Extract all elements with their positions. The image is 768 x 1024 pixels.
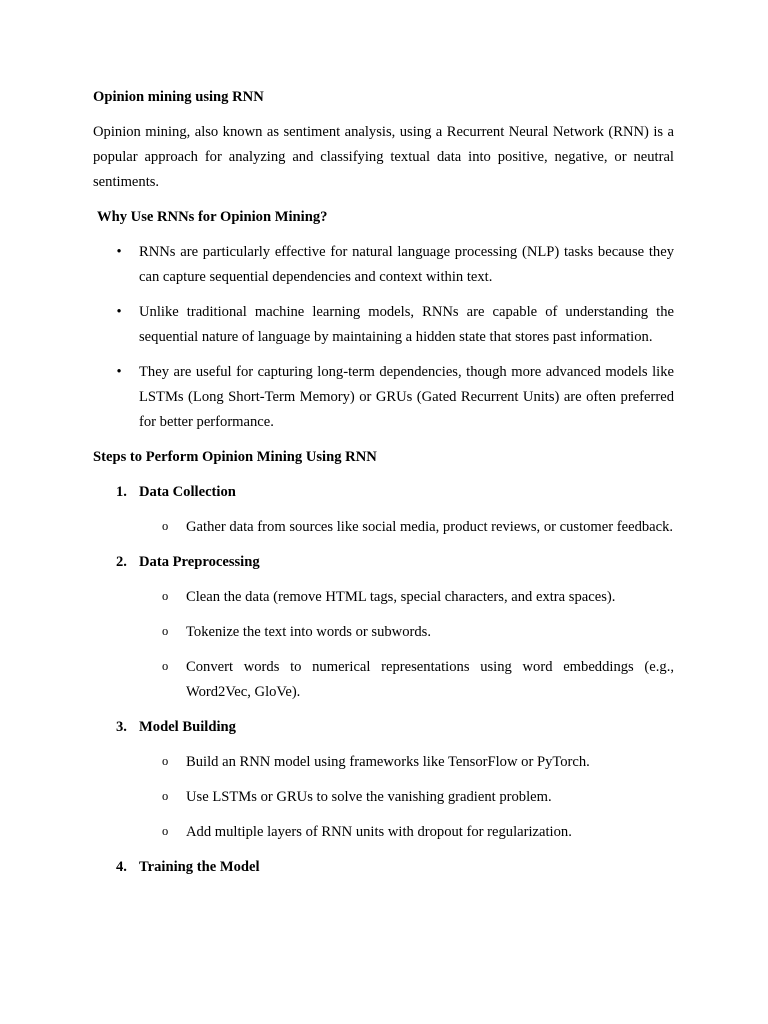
circle-bullet-icon: o	[162, 624, 169, 638]
why-bullet-list	[93, 240, 674, 435]
step-sub-text: Convert words to numerical representations using word embeddings (e.g., Word2Vec, GloVe).	[186, 659, 674, 700]
step-title	[93, 480, 674, 505]
circle-bullet-icon: o	[162, 824, 169, 838]
step-item	[93, 550, 674, 705]
why-bullet-item	[93, 240, 674, 290]
step-sub-list	[93, 750, 674, 845]
circle-bullet-icon: o	[162, 659, 169, 673]
document-title: Opinion mining using RNN	[93, 89, 264, 105]
circle-bullet-icon: o	[162, 519, 169, 533]
step-sub-item	[93, 820, 674, 845]
why-bullet-item	[93, 300, 674, 350]
step-title	[93, 550, 674, 575]
bullet-icon: •	[116, 304, 122, 320]
step-sub-item	[93, 750, 674, 775]
step-title-text: Training the Model	[139, 859, 260, 875]
step-number: 2.	[116, 554, 127, 570]
step-item	[93, 480, 674, 540]
bullet-icon: •	[116, 364, 122, 380]
circle-bullet-icon: o	[162, 589, 169, 603]
circle-bullet-icon: o	[162, 754, 169, 768]
step-title-text: Data Collection	[139, 484, 236, 500]
step-item	[93, 715, 674, 845]
step-sub-text: Clean the data (remove HTML tags, special characters, and extra spaces).	[186, 589, 616, 605]
bullet-icon: •	[116, 244, 122, 260]
why-bullet-item	[93, 360, 674, 435]
step-number: 3.	[116, 719, 127, 735]
step-sub-text: Use LSTMs or GRUs to solve the vanishing gradient problem.	[186, 789, 552, 805]
circle-bullet-icon: o	[162, 789, 169, 803]
step-sub-item	[93, 620, 674, 645]
step-sub-list	[93, 515, 674, 540]
step-sub-item	[93, 655, 674, 705]
steps-heading: Steps to Perform Opinion Mining Using RNN	[93, 449, 377, 465]
why-bullet-text: Unlike traditional machine learning models, RNNs are capable of understanding the sequential nature of language by maintaining a hidden state that stores past information.	[139, 304, 674, 345]
why-heading: Why Use RNNs for Opinion Mining?	[97, 209, 328, 225]
step-sub-text: Add multiple layers of RNN units with dropout for regularization.	[186, 824, 572, 840]
why-bullet-text: They are useful for capturing long-term dependencies, though more advanced models like LSTMs (Long Short-Term Memory) or GRUs (Gated Recurrent Units) are often preferred for better performance.	[139, 364, 674, 430]
step-sub-text: Gather data from sources like social media, product reviews, or customer feedback.	[186, 519, 674, 535]
step-sub-item	[93, 785, 674, 810]
steps-list	[93, 480, 674, 880]
step-title	[93, 855, 674, 880]
step-number: 4.	[116, 859, 127, 875]
intro-paragraph: Opinion mining, also known as sentiment analysis, using a Recurrent Neural Network (RNN) is a popular approach for analyzing and classifying textual data into positive, negative, or neutral sentiments.	[93, 124, 674, 190]
step-sub-item	[93, 585, 674, 610]
document-page	[93, 85, 674, 890]
step-sub-item	[93, 515, 674, 540]
step-sub-text: Tokenize the text into words or subwords.	[186, 624, 432, 640]
step-number: 1.	[116, 484, 127, 500]
step-title	[93, 715, 674, 740]
why-bullet-text: RNNs are particularly effective for natural language processing (NLP) tasks because they can capture sequential dependencies and context within text.	[139, 244, 674, 285]
step-sub-list	[93, 585, 674, 705]
step-title-text: Data Preprocessing	[139, 554, 260, 570]
step-item	[93, 855, 674, 880]
step-title-text: Model Building	[139, 719, 236, 735]
step-sub-text: Build an RNN model using frameworks like TensorFlow or PyTorch.	[186, 754, 590, 770]
